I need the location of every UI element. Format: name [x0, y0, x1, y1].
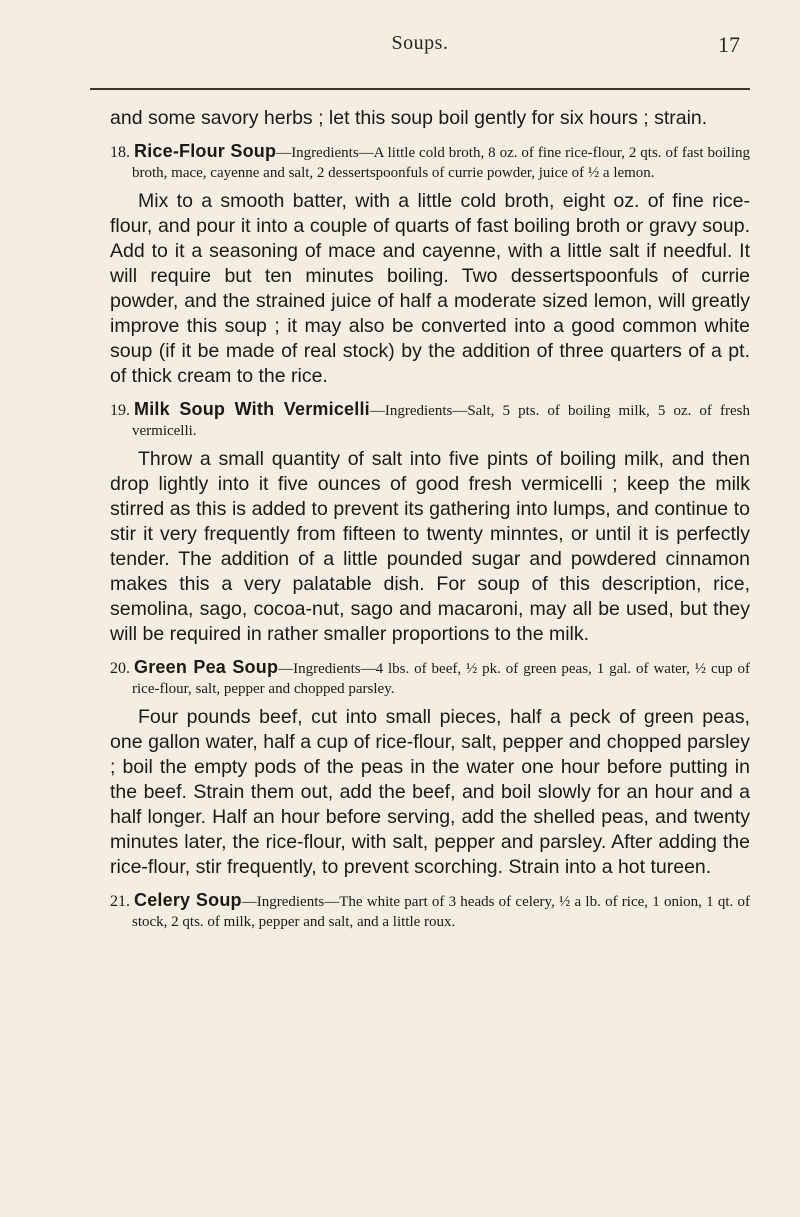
recipe-ingredients: —Ingredients—Salt, 5 pts. of boiling milk, 5 oz. of fresh vermicelli. — [132, 403, 750, 439]
recipe-ingredients: —Ingredients—The white part of 3 heads of celery, ½ a lb. of rice, 1 onion, 1 qt. of stock, 2 qts. of milk, pepper and salt, and a little roux. — [132, 894, 750, 930]
recipe-20 — [110, 657, 750, 880]
recipe-number: 19. — [110, 402, 130, 419]
recipe-name: Green Pea Soup — [134, 657, 279, 677]
recipe-name: Milk Soup With Vermicelli — [134, 399, 370, 419]
recipe-directions: Four pounds beef, cut into small pieces, half a peck of green peas, one gallon water, half a cup of rice-flour, salt, pepper and chopped parsley ; boil the empty pods of the peas in the water one hour before putting in the beef. Strain them out, add the beef, and boil slowly for an hour and a half longer. Half an hour before serving, add the shelled peas, and twenty minutes later, the rice-flour, with salt, pepper and parsley. After adding the rice-flour, stir frequently, to prevent scorching. Strain into a hot tureen. — [110, 706, 750, 878]
recipe-heading — [110, 657, 750, 699]
recipe-ingredients: —Ingredients—4 lbs. of beef, ½ pk. of green peas, 1 gal. of water, ½ cup of rice-flour, salt, pepper and chopped parsley. — [132, 661, 750, 697]
continued-paragraph: and some savory herbs ; let this soup boil gently for six hours ; strain. — [110, 107, 708, 129]
recipe-18 — [110, 141, 750, 389]
recipe-heading — [110, 399, 750, 441]
recipe-directions: Throw a small quantity of salt into five pints of boiling milk, and then drop lightly into it five ounces of good fresh vermicelli ; keep the milk stirred as this is added to prevent its gathering into lumps, and continue to stir it very frequently from fifteen to twenty minntes, or until it is perfectly tender. The addition of a little pounded sugar and powdered cinnamon makes this a very palatable dish. For soup of this description, rice, semolina, sago, cocoa-nut, sago and macaroni, may all be used, but they will be required in rather smaller proportions to the milk. — [110, 448, 750, 645]
recipe-name: Celery Soup — [134, 890, 242, 910]
recipe-directions: Mix to a smooth batter, with a little cold broth, eight oz. of fine rice-flour, and pour it into a couple of quarts of fast boiling broth or gravy soup. Add to it a seasoning of mace and cayenne, with a little salt if needful. It will require but ten minutes boiling. Two dessertspoonfuls of currie powder, and the strained juice of half a moderate sized lemon, will greatly improve this soup ; it may also be converted into a good common white soup (if it be made of real stock) by the addition of three quarters of a pt. of thick cream to the rice. — [110, 190, 750, 387]
recipe-number: 21. — [110, 893, 130, 910]
recipe-number: 18. — [110, 144, 130, 161]
recipe-heading — [110, 141, 750, 183]
page-number: 17 — [718, 32, 740, 57]
page-content — [110, 106, 750, 938]
recipe-heading — [110, 890, 750, 932]
recipe-name: Rice-Flour Soup — [134, 141, 277, 161]
recipe-19 — [110, 399, 750, 647]
recipe-21 — [110, 890, 750, 932]
recipe-number: 20. — [110, 660, 130, 677]
running-title: Soups. — [391, 32, 449, 54]
header-rule — [90, 88, 750, 90]
recipe-ingredients: —Ingredients—A little cold broth, 8 oz. of fine rice-flour, 2 qts. of fast boiling broth, mace, cayenne and salt, 2 dessertspoonfuls of currie powder, juice of ½ a lemon. — [132, 145, 750, 181]
running-header — [90, 32, 750, 62]
